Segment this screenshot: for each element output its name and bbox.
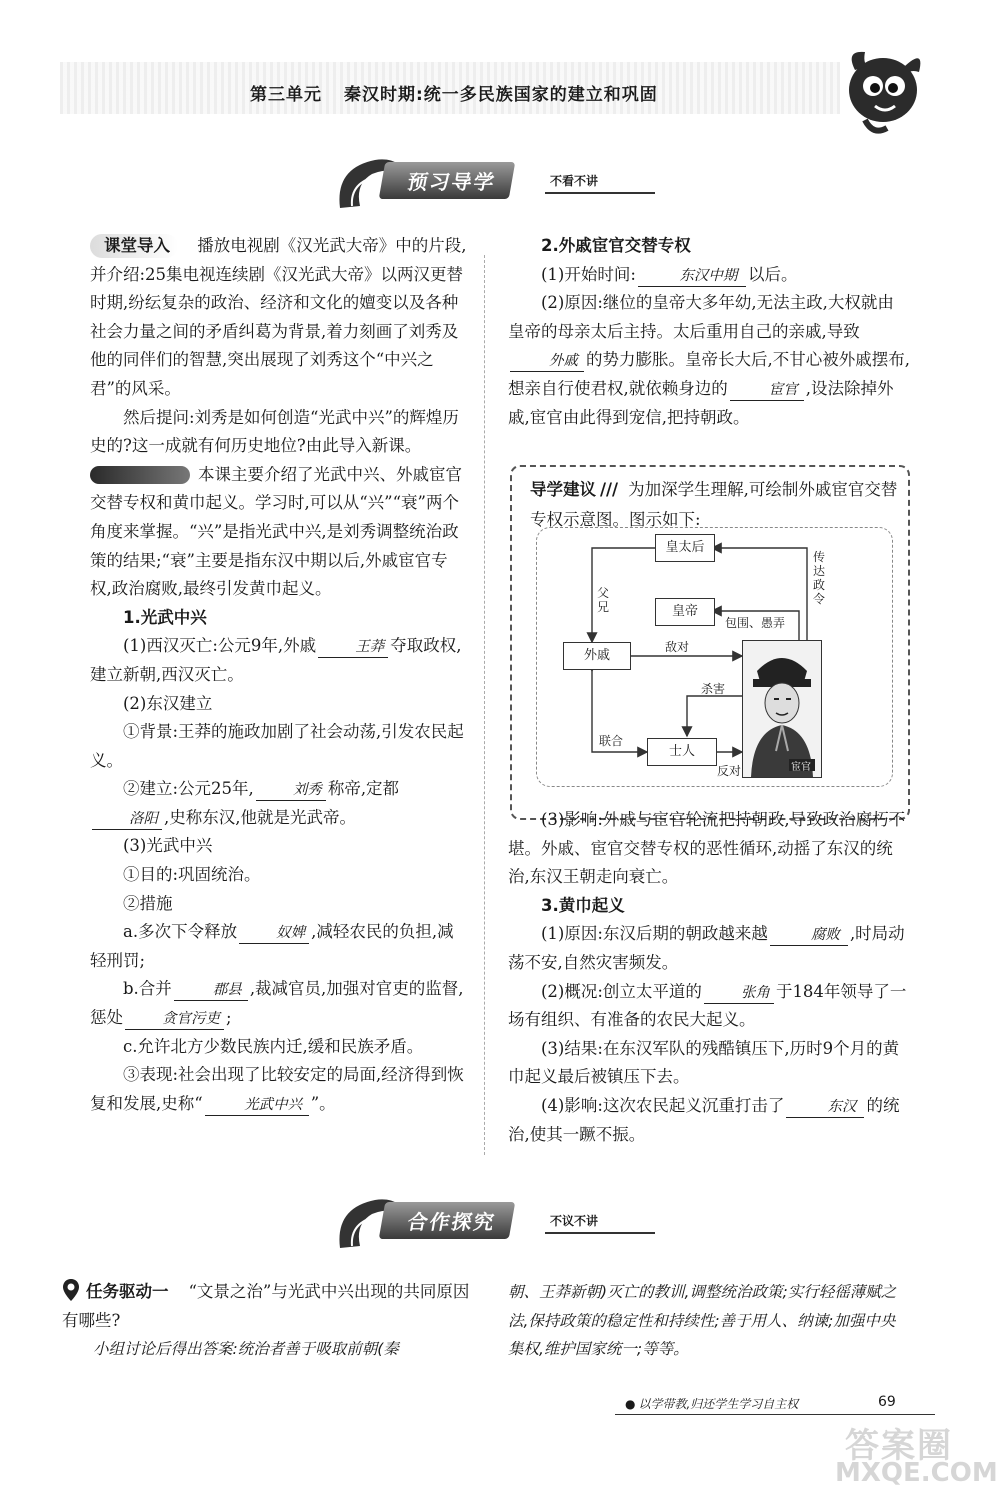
section-banner-explore bbox=[330, 1188, 660, 1258]
answer-blank: 奴婢 bbox=[239, 923, 309, 944]
answer-blank: 光武中兴 bbox=[205, 1095, 309, 1116]
helper-tag bbox=[90, 466, 190, 484]
answer-blank: 腐败 bbox=[770, 925, 848, 946]
item-1-3-3: ③表现:社会出现了比较安定的局面,经济得到恢复和发展,史称“ 光武中兴 ”。 bbox=[90, 1061, 468, 1118]
item-3-3: (3)结果:在东汉军队的残酷镇压下,历时9个月的黄巾起义最后被镇压下去。 bbox=[508, 1038, 900, 1087]
intro-question: 然后提问:刘秀是如何创造“光武中兴”的辉煌历史的?这一成就有何历史地位?由此导入新课。 bbox=[90, 407, 459, 456]
item-1-3-b: b.合并 郡县 ,裁减官员,加强对官吏的监督,惩处 贪官污吏 ; bbox=[90, 975, 468, 1032]
eunuch-figure-icon bbox=[743, 641, 821, 777]
item-2-2: (2)原因:继位的皇帝大多年幼,无法主政,大权就由皇帝的母亲太后主持。太后重用自己的亲戚,导致外戚 的势力膨胀。皇帝长大后,不甘心被外戚摆布,想亲自行使君权,就依赖身边的 宦官 ,设法除掉外戚,宦官由此得到宠信,把持朝政。 bbox=[508, 293, 910, 427]
helper-text: 本课主要介绍了光武中兴、外戚宦官交替专权和黄巾起义。学习时,可以从“兴”“衰”两个角度来掌握。“兴”是指光武中兴,是刘秀调整统治政策的结果;“衰”主要是指东汉中期以后,外戚宦官专权,政治腐败,最终引发黄巾起义。 bbox=[90, 464, 462, 599]
intro-paragraph bbox=[90, 232, 468, 404]
page-number: 69 bbox=[878, 1394, 896, 1410]
edge-label-kill: 杀害 bbox=[701, 682, 726, 696]
item-3-2: (2)概况:创立太平道的 张角 于184年领导了一场有组织、有准备的农民大起义。 bbox=[508, 981, 907, 1030]
item-1-3-c: c.允许北方少数民族内迁,缓和民族矛盾。 bbox=[123, 1036, 424, 1056]
edge-label-ally: 联合 bbox=[599, 734, 624, 748]
helper-paragraph bbox=[90, 461, 468, 604]
page-header bbox=[250, 80, 658, 105]
section-subtitle: 不看不讲 bbox=[550, 174, 599, 188]
edge-label-transmit: 传达政令 bbox=[813, 550, 826, 606]
power-diagram bbox=[536, 527, 893, 787]
section-subtitle: 不议不讲 bbox=[550, 1214, 599, 1228]
unit-title: 秦汉时期:统一多民族国家的建立和巩固 bbox=[344, 85, 658, 105]
eunuch-label: 宦官 bbox=[791, 762, 811, 773]
task-question bbox=[62, 1278, 474, 1335]
heading-2: 2.外戚宦官交替专权 bbox=[541, 236, 691, 255]
task-question-text: “文景之治”与光武中兴出现的共同原因有哪些? bbox=[62, 1282, 470, 1330]
section-banner-preview bbox=[330, 148, 660, 218]
edge-label-oppose: 反对 bbox=[717, 764, 742, 778]
node-inlaw: 外戚 bbox=[563, 642, 631, 670]
item-2-1: (1)开始时间: 东汉中期 以后。 bbox=[508, 261, 910, 290]
item-1-3: (3)光武中兴 bbox=[123, 836, 213, 856]
node-empress-dowager: 皇太后 bbox=[655, 534, 715, 562]
answer-blank: 东汉中期 bbox=[638, 266, 746, 287]
edge-label-enemy: 敌对 bbox=[665, 640, 690, 654]
watermark-url: MXQE.COM bbox=[835, 1458, 998, 1488]
watermark-logo: 答案圈 bbox=[845, 1426, 953, 1466]
section-title: 预习导学 bbox=[379, 162, 516, 199]
answer-blank: 刘秀 bbox=[256, 780, 326, 801]
section-title: 合作探究 bbox=[379, 1202, 516, 1239]
item-1-2-1: ①背景:王莽的施政加剧了社会动荡,引发农民起义。 bbox=[90, 722, 464, 770]
guide-heading bbox=[530, 475, 900, 535]
answer-blank: 王莽 bbox=[318, 637, 388, 658]
edge-label-surround: 包围、愚弄 bbox=[725, 616, 786, 630]
right-column-bottom bbox=[508, 806, 910, 1149]
item-3-4: (4)影响:这次农民起义沉重打击了 东汉 的统治,使其一蹶不振。 bbox=[508, 1095, 900, 1144]
answer-blank: 张角 bbox=[704, 983, 774, 1004]
location-pin-icon bbox=[62, 1278, 80, 1302]
intro-text: 播放电视剧《汉光武大帝》中的片段,并介绍:25集电视连续剧《汉光武大帝》以两汉更替时期,纷纭复杂的政治、经济和文化的嬗变以及各种社会力量之间的矛盾纠葛为背景,着力刻画了刘秀及他的同伴们的智慧,突出展现了刘秀这个“中兴之君”的风采。 bbox=[90, 236, 467, 398]
section-underline bbox=[545, 1232, 655, 1234]
item-2-3: (3)影响:外戚与宦官轮流把持朝政,导致政治腐朽不堪。外戚、宦官交替专权的恶性循环,动摇了东汉的统治,东汉王朝走向衰亡。 bbox=[508, 810, 906, 887]
unit-label: 第三单元 bbox=[250, 85, 322, 105]
item-1-1: (1)西汉灭亡:公元9年,外戚 王莽 夺取政权,建立新朝,西汉灭亡。 bbox=[90, 636, 462, 684]
answer-blank: 郡县 bbox=[174, 980, 248, 1001]
answer-blank: 贪官污吏 bbox=[125, 1009, 224, 1030]
guide-label: 导学建议 bbox=[530, 480, 596, 499]
right-column-top bbox=[508, 232, 910, 432]
answer-blank: 洛阳 bbox=[92, 809, 162, 830]
item-3-1: (1)原因:东汉后期的朝政越来越 腐败 ,时局动荡不安,自然灾害频发。 bbox=[508, 924, 905, 972]
eunuch-portrait bbox=[742, 640, 822, 778]
guide-text: 为加深学生理解,可绘制外戚宦官交替专权示意图。图示如下: bbox=[530, 480, 898, 529]
heading-3: 3.黄巾起义 bbox=[541, 895, 625, 915]
column-divider bbox=[484, 255, 485, 1155]
item-1-2: (2)东汉建立 bbox=[123, 693, 213, 713]
task-label: 任务驱动一 bbox=[86, 1282, 169, 1301]
section-underline bbox=[545, 192, 655, 194]
answer-blank: 宦官 bbox=[730, 380, 804, 401]
task-answer-right: 朝、王莽新朝)灭亡的教训,调整统治政策;实行轻徭薄赋之法,保持政策的稳定性和持续性;善于用人、纳谏;加强中央集权,维护国家统一;等等。 bbox=[508, 1283, 897, 1359]
guide-box bbox=[510, 465, 910, 820]
item-1-2-2: ②建立:公元25年, 刘秀 称帝,定都洛阳 ,史称东汉,他就是光武帝。 bbox=[90, 775, 468, 832]
intro-tag: 课堂导入 bbox=[90, 234, 178, 258]
node-emperor: 皇帝 bbox=[655, 598, 715, 626]
footer-rule bbox=[615, 1414, 935, 1415]
slash-icon: /// bbox=[600, 480, 619, 499]
heading-1: 1.光武中兴 bbox=[123, 607, 207, 627]
edge-label-father: 父兄 bbox=[597, 586, 610, 614]
footer-slogan: ● 以学带教,归还学生学习自主权 bbox=[625, 1395, 798, 1412]
task-answer-left: 小组讨论后得出答案:统治者善于吸取前朝(秦 bbox=[93, 1340, 399, 1359]
item-1-3-2: ②措施 bbox=[123, 893, 173, 913]
left-column bbox=[90, 232, 468, 1118]
node-scholar: 士人 bbox=[647, 738, 717, 766]
task-left bbox=[62, 1278, 474, 1364]
item-1-3-1: ①目的:巩固统治。 bbox=[123, 865, 261, 885]
answer-blank: 东汉 bbox=[786, 1097, 864, 1118]
answer-blank: 外戚 bbox=[510, 351, 584, 372]
mascot-icon bbox=[835, 40, 930, 140]
item-1-3-a: a.多次下令释放 奴婢 ,减轻农民的负担,减轻刑罚; bbox=[90, 922, 454, 970]
